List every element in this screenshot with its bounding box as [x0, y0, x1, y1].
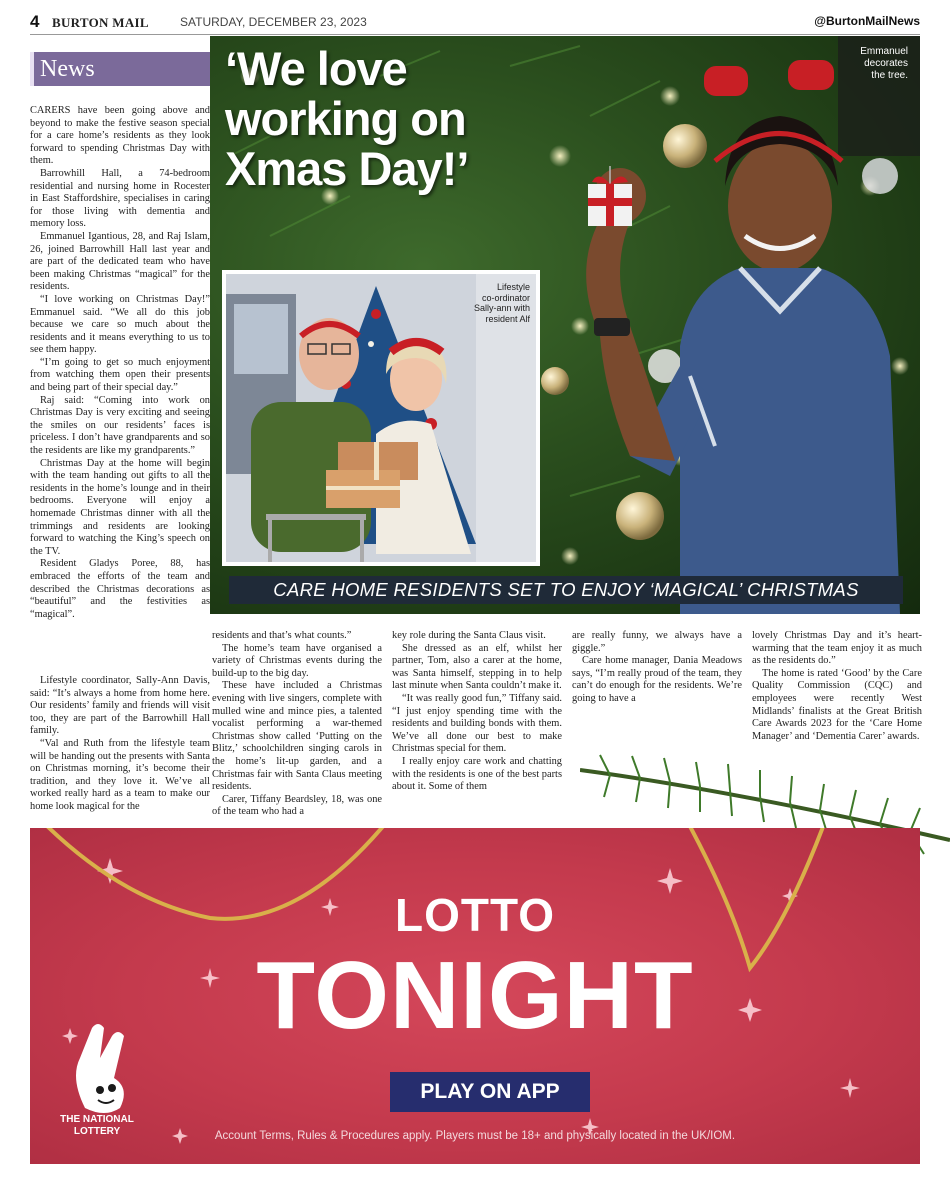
- logo-text-line: LOTTERY: [73, 1126, 121, 1137]
- paragraph: CARERS have been going above and beyond to make the festive season special for a care home’s residents as they look forward to spending Christmas Day with them.: [30, 105, 210, 167]
- caption-line: co-ordinator: [481, 292, 530, 303]
- section-label: News: [30, 52, 210, 86]
- paragraph: “I’m going to get so much enjoyment from watching them open their presents and being part of their special day.”: [30, 356, 210, 394]
- paragraph: “It was really good fun,” Tiffany said. “I just enjoy spending time with the residents and building bonds with them. We’ve all done our best to make Christmas special for them.: [392, 692, 562, 755]
- inset-photo: [222, 270, 540, 566]
- strapline: CARE HOME RESIDENTS SET TO ENJOY ‘MAGICAL’ CHRISTMAS: [229, 576, 903, 604]
- paragraph: “I love working on Christmas Day!” Emmanuel said. “We all do this job because we care so much about the residents and it means everything to us to see them happy.: [30, 293, 210, 356]
- article-column-2: [212, 630, 382, 819]
- paragraph: I really enjoy care work and chatting with the residents is one of the best parts about it. Some of them: [392, 755, 562, 793]
- caption-line: Emmanuel: [860, 46, 908, 57]
- paragraph: These have included a Christmas evening with live singers, complete with mulled wine and mince pies, a talented vocalist performing a war-themed Christmas show called ‘Putting on the Blitz,’ schoolchildren singing carols in the home’s lit-up garden, and a Christmas fair with Santa Claus meeting residents.: [212, 680, 382, 793]
- ad-tonight-heading: TONIGHT: [256, 942, 694, 1049]
- headline-line: ‘We love: [225, 42, 407, 95]
- headline-line: Xmas Day!’: [225, 142, 469, 195]
- paragraph: Barrowhill Hall, a 74-bedroom residential and nursing home in Rocester in East Staffordshire, specialises in caring for those living with dementia and memory loss.: [30, 167, 210, 230]
- paragraph: Resident Gladys Poree, 88, has embraced the efforts of the team and described the Christmas decorations as “beautiful” and the festivities as “magical”.: [30, 558, 210, 620]
- paragraph: key role during the Santa Claus visit.: [392, 630, 546, 641]
- article-headline: [225, 44, 605, 194]
- caption-line: the tree.: [871, 70, 908, 81]
- twitter-handle[interactable]: @BurtonMailNews: [814, 14, 920, 28]
- paper-name: BURTON MAIL: [52, 15, 149, 30]
- page-number: 4: [30, 12, 40, 31]
- main-photo-caption: [828, 46, 908, 82]
- paragraph: “Val and Ruth from the lifestyle team will be handing out the presents with Santa on Christmas morning, it’s become their tradition, and they love it. We’ve all worked really hard as a team to make our home look magical for the: [30, 737, 210, 812]
- ad-terms: Account Terms, Rules & Procedures apply. Players must be 18+ and physically located in the UK/IOM.: [214, 1130, 736, 1142]
- ad-lotto-heading: LOTTO: [394, 889, 556, 941]
- paragraph: The home is rated ‘Good’ by the Care Quality Commission (CQC) and employees were recently West Midlands’ finalists at the Great British Care Awards 2023 for the ‘Care Home Manager’ and ‘Dementia Carer’ awards.: [752, 667, 922, 742]
- caption-line: resident Alf: [485, 313, 530, 324]
- article-column-4: [572, 630, 742, 706]
- page-bottom-margin: [0, 1164, 950, 1200]
- paragraph: lovely Christmas Day and it’s heart-warming that the team enjoy it as much as the residents do.”: [752, 630, 922, 667]
- caption-line: decorates: [864, 58, 908, 69]
- article-column-1-lower: [30, 675, 210, 814]
- paragraph: Care home manager, Dania Meadows says, “I’m really proud of the team, they can’t do enough for the residents. We’re going to have a: [572, 655, 742, 704]
- inset-photo-caption: [460, 282, 530, 324]
- logo-text-line: THE NATIONAL: [60, 1114, 134, 1125]
- play-on-app-button[interactable]: PLAY ON APP: [390, 1072, 590, 1112]
- headline-line: working on: [225, 92, 466, 145]
- paragraph: Lifestyle coordinator, Sally-Ann Davis, said: “It’s always a home from home here. Our residents’ family and friends will visit too, they are part of the Barrowhill Hall family.: [30, 675, 210, 737]
- issue-date: SATURDAY, DECEMBER 23, 2023: [180, 15, 367, 29]
- article-column-3: [392, 630, 562, 794]
- paragraph: Carer, Tiffany Beardsley, 18, was one of the team who had a: [212, 793, 382, 818]
- lottery-advert[interactable]: [30, 828, 920, 1164]
- masthead: [30, 12, 920, 34]
- paragraph: Raj said: “Coming into work on Christmas Day is very exciting and seeing the smiles on our residents’ faces is priceless. I don’t have grandparents and so the residents are like my grandparents.”: [30, 394, 210, 457]
- caption-line: Sally-ann with: [473, 303, 530, 313]
- paragraph: residents and that’s what counts.”: [212, 630, 352, 641]
- paragraph: Emmanuel Igantious, 28, and Raj Islam, 26, joined Barrowhill Hall last year and are part of the dedicated team who have been making Christmas “magical” for the residents.: [30, 230, 210, 293]
- caption-line: Lifestyle: [496, 282, 530, 292]
- paragraph: She dressed as an elf, whilst her partner, Tom, also a carer at the home, was Santa himself, stepping in to help last minute when Santa couldn’t make it.: [392, 642, 562, 692]
- masthead-rule: [30, 34, 920, 35]
- inset-photo-image: [226, 274, 536, 562]
- paragraph: The home’s team have organised a variety of Christmas events during the build-up to the big day.: [212, 642, 382, 679]
- paragraph: are really funny, we always have a giggle.”: [572, 630, 742, 654]
- section-accent: [30, 52, 34, 86]
- article-column-1: [30, 105, 210, 621]
- paragraph: Christmas Day at the home will begin with the team handing out gifts to all the residents in the home’s lounge and in their bedrooms. Everyone will enjoy a homemade Christmas dinner with all the trimmings and residents are looking forward to watching the King’s speech on the TV.: [30, 457, 210, 557]
